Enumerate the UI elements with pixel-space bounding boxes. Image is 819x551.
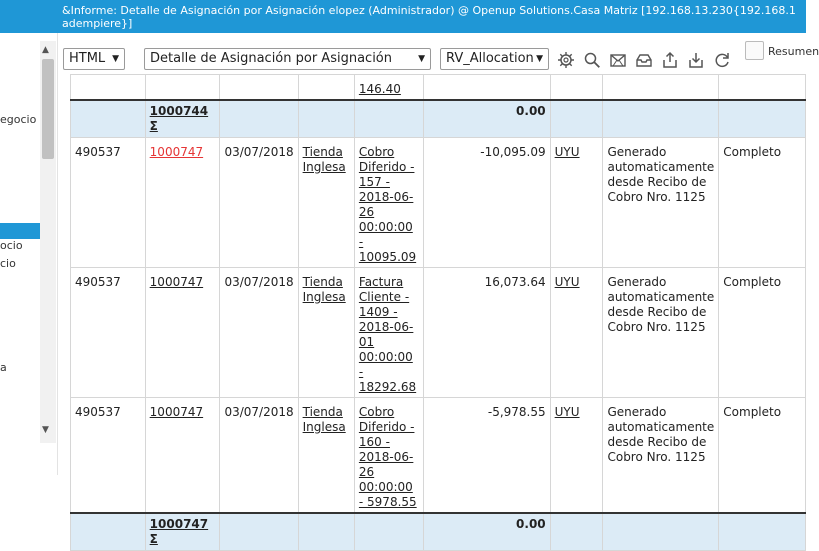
- table-row: [71, 75, 806, 101]
- partner-link[interactable]: Tienda Inglesa: [298, 268, 354, 398]
- allocation-id: 490537: [71, 138, 146, 268]
- group-total-row: [71, 513, 806, 551]
- allocation-id: 490537: [71, 398, 146, 514]
- document-link[interactable]: 1000747: [145, 138, 220, 268]
- partner-link[interactable]: Tienda Inglesa: [298, 138, 354, 268]
- search-icon[interactable]: [583, 51, 601, 69]
- invoice-link[interactable]: Factura Cliente - 1409 - 2018-06-01 00:00:00 - 18292.68: [354, 268, 423, 398]
- email-icon[interactable]: [609, 51, 627, 69]
- archive-icon[interactable]: [635, 51, 653, 69]
- group-total-row: [71, 100, 806, 138]
- gear-icon[interactable]: [557, 51, 575, 69]
- group-total-amount: 0.00: [424, 100, 550, 138]
- chevron-down-icon: ▼: [536, 54, 543, 64]
- invoice-link[interactable]: Cobro Diferido - 157 - 2018-06-26 00:00:00 - 10095.09: [354, 138, 423, 268]
- format-select[interactable]: [63, 48, 125, 70]
- left-menu-selected-item[interactable]: [0, 223, 40, 239]
- group-total-label[interactable]: 1000747 Σ: [145, 513, 220, 551]
- date-cell: 03/07/2018: [220, 268, 298, 398]
- scroll-down-icon[interactable]: ▼: [42, 425, 49, 435]
- group-total-label[interactable]: 1000744 Σ: [145, 100, 220, 138]
- invoice-link[interactable]: Cobro Diferido - 160 - 2018-06-26 00:00:00 - 5978.55: [354, 398, 423, 514]
- left-menu-fragment[interactable]: egocio: [0, 113, 37, 126]
- download-icon[interactable]: [687, 51, 705, 69]
- status-cell: Completo: [719, 398, 806, 514]
- date-cell: 03/07/2018: [220, 398, 298, 514]
- window-title-bar: [0, 0, 806, 33]
- date-cell: 03/07/2018: [220, 138, 298, 268]
- status-cell: Completo: [719, 268, 806, 398]
- format-select-value: HTML: [69, 51, 106, 66]
- left-menu-fragment[interactable]: ocio: [0, 239, 23, 252]
- currency-link[interactable]: UYU: [550, 268, 603, 398]
- scroll-up-icon[interactable]: ▲: [42, 45, 49, 55]
- group-total-amount: 0.00: [424, 513, 550, 551]
- left-menu-fragment[interactable]: cio: [0, 257, 16, 270]
- amount-cell: -5,978.55: [424, 398, 550, 514]
- document-link[interactable]: 1000747: [145, 398, 220, 514]
- window-title-line2: adempiere}]: [62, 17, 133, 30]
- table-row: [71, 138, 806, 268]
- status-cell: Completo: [719, 138, 806, 268]
- left-menu-panel: [0, 33, 58, 475]
- description-cell: Generado automaticamente desde Recibo de Cobro Nro. 1125: [603, 138, 719, 268]
- currency-link[interactable]: UYU: [550, 398, 603, 514]
- chevron-down-icon: ▼: [112, 54, 119, 64]
- table-row: [71, 268, 806, 398]
- report-select-value: Detalle de Asignación por Asignación: [150, 51, 392, 66]
- description-cell: Generado automaticamente desde Recibo de Cobro Nro. 1125: [603, 398, 719, 514]
- view-select[interactable]: [440, 48, 549, 70]
- table-row: [71, 398, 806, 514]
- chevron-down-icon: ▼: [418, 54, 425, 64]
- summary-checkbox-label: Resumen: [768, 45, 819, 58]
- report-table: [70, 74, 806, 551]
- report-select[interactable]: [144, 48, 431, 70]
- amount-cell: -10,095.09: [424, 138, 550, 268]
- left-menu-fragment[interactable]: a: [0, 361, 7, 374]
- export-icon[interactable]: [661, 51, 679, 69]
- left-scrollbar-thumb[interactable]: [42, 59, 54, 159]
- summary-checkbox[interactable]: [745, 41, 764, 60]
- partner-link[interactable]: Tienda Inglesa: [298, 398, 354, 514]
- description-cell: Generado automaticamente desde Recibo de Cobro Nro. 1125: [603, 268, 719, 398]
- document-link[interactable]: 1000747: [145, 268, 220, 398]
- currency-link[interactable]: UYU: [550, 138, 603, 268]
- refresh-icon[interactable]: [713, 51, 731, 69]
- amount-cell: 16,073.64: [424, 268, 550, 398]
- view-select-value: RV_Allocation: [446, 51, 534, 66]
- invoice-link[interactable]: 146.40: [354, 75, 423, 101]
- window-title-line1: &Informe: Detalle de Asignación por Asignación elopez (Administrador) @ Openup Solutions.Casa Matriz [192.168.13.230{192.168.1: [62, 4, 796, 17]
- report-viewer: [58, 82, 806, 546]
- allocation-id: 490537: [71, 268, 146, 398]
